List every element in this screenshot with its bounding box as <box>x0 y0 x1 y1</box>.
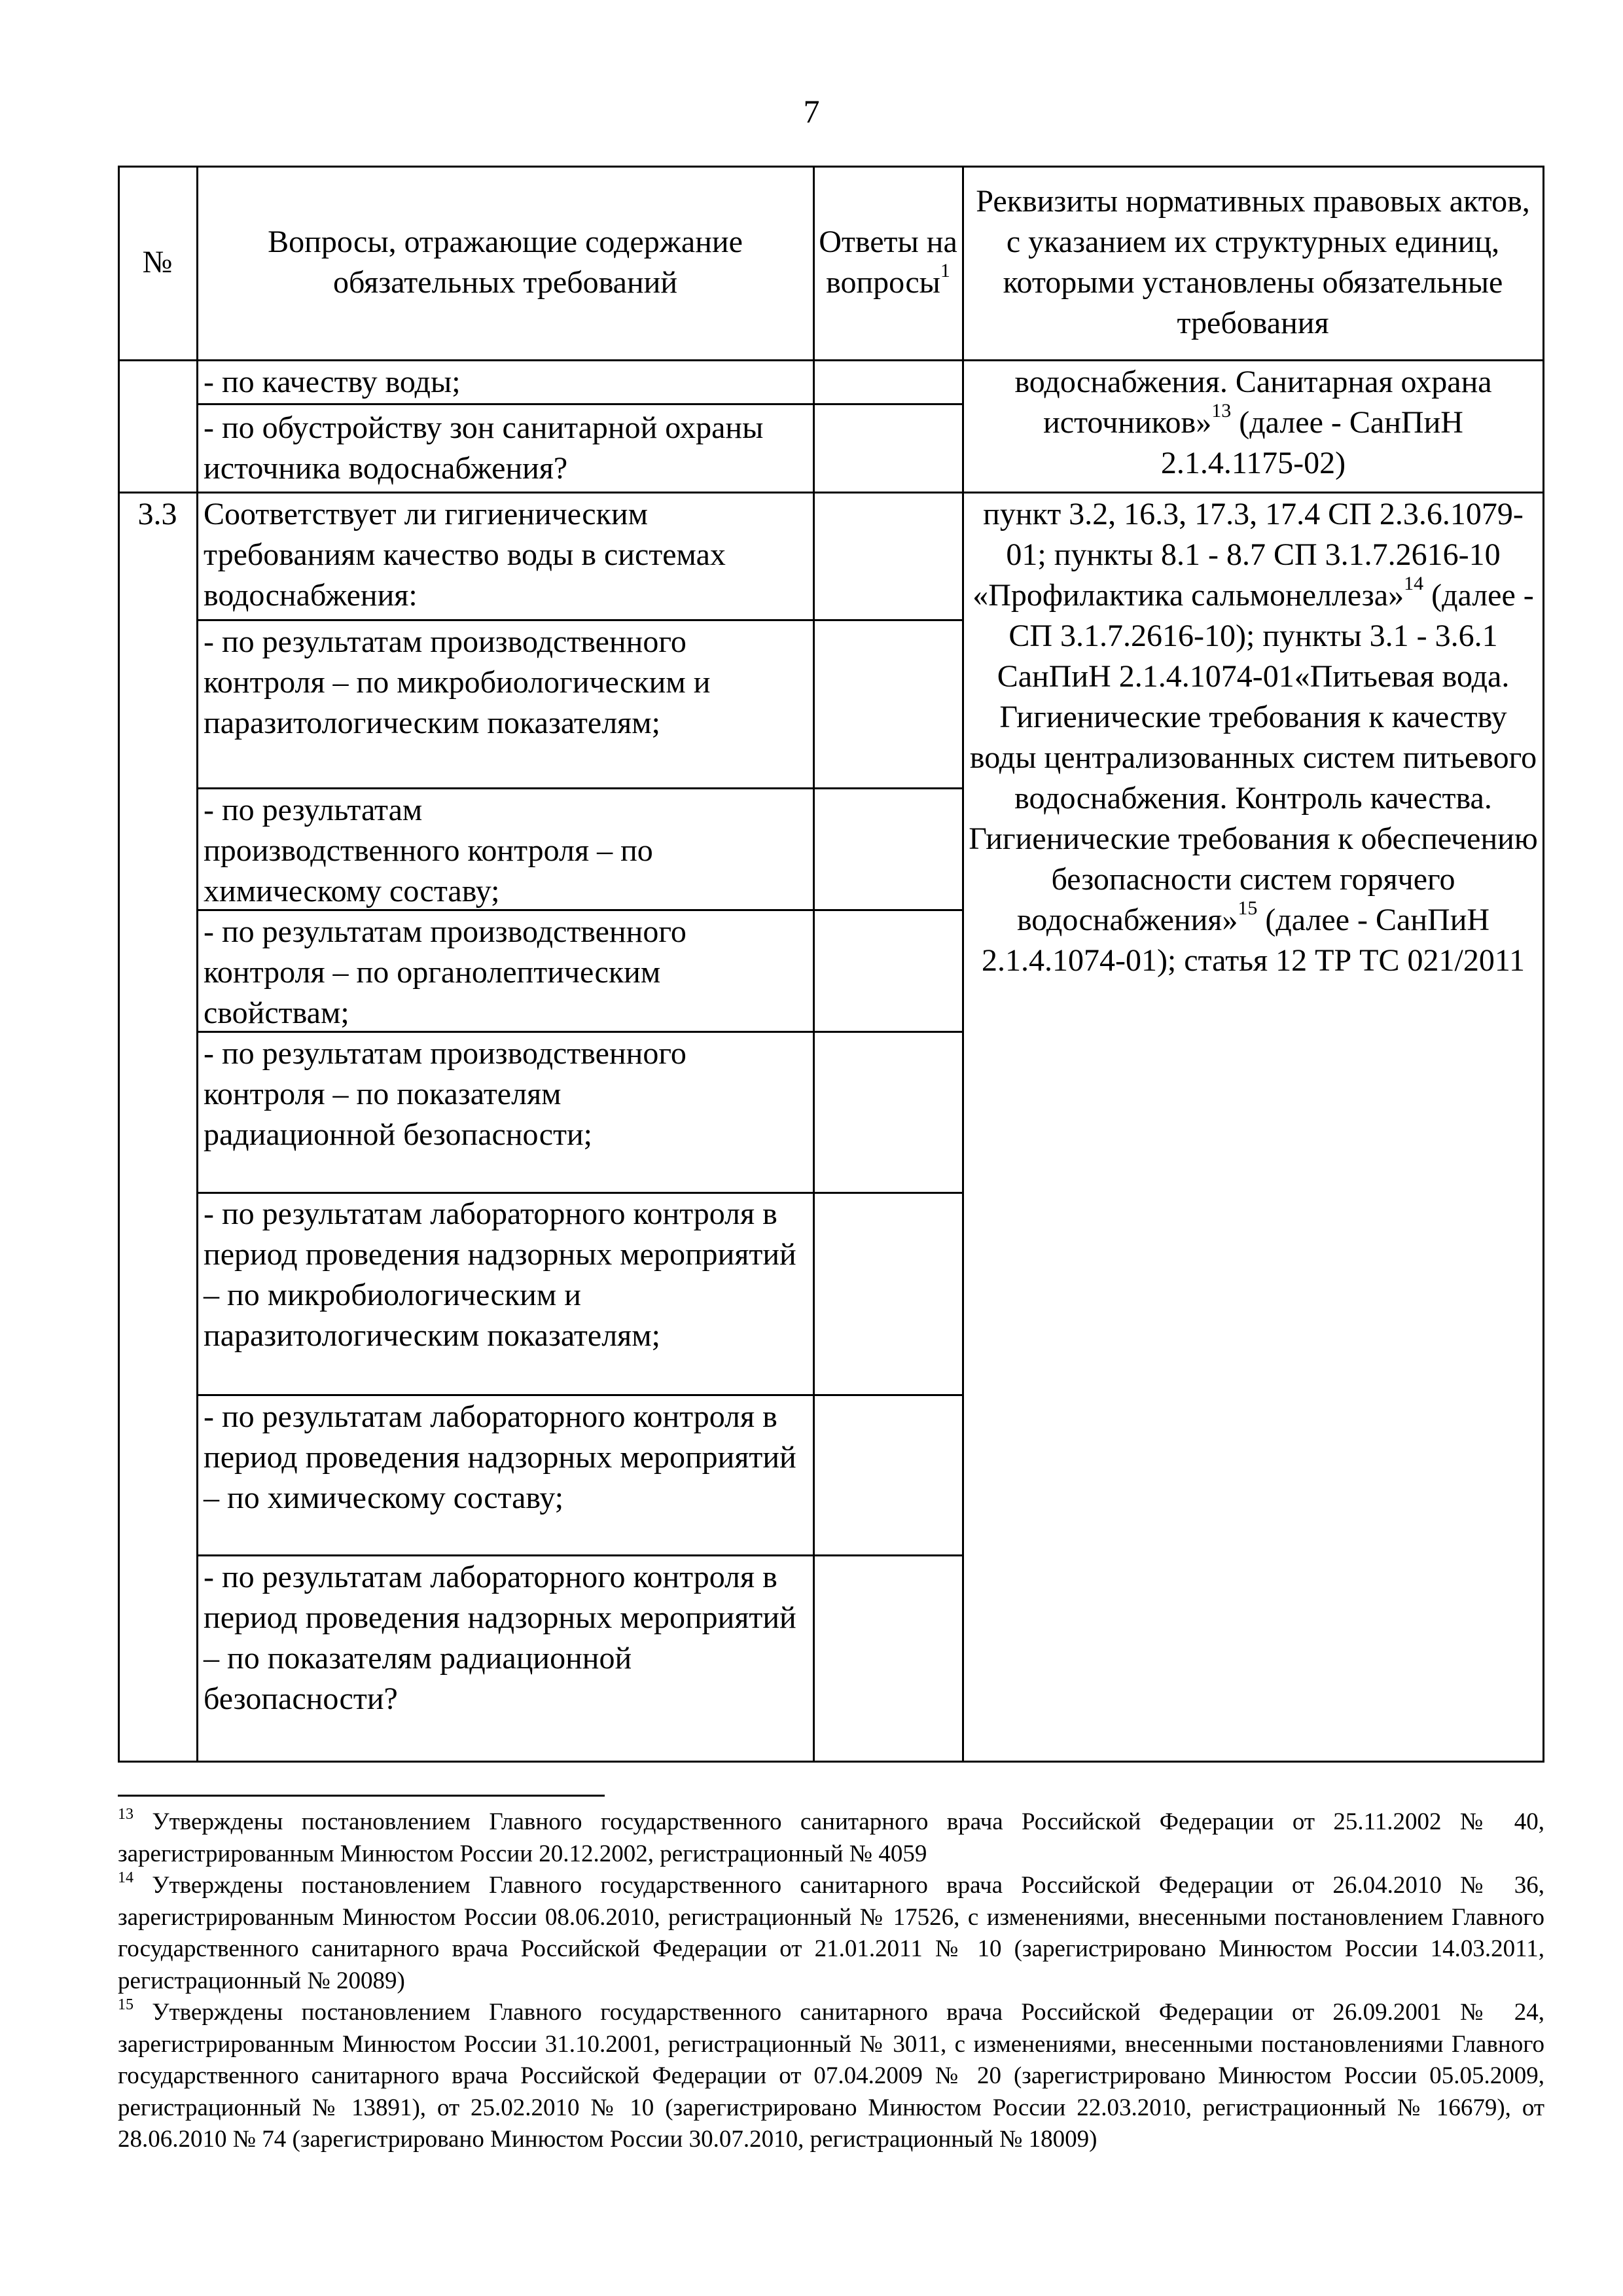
question-sanitary-zones: - по обустройству зон санитарной охраны источника водоснабжения? <box>204 410 764 486</box>
header-questions: Вопросы, отражающие содержание обязательных требований <box>268 224 743 300</box>
requirements-table <box>118 166 1544 1763</box>
row-divider <box>196 403 964 405</box>
question-water-quality: - по качеству воды; <box>204 365 461 399</box>
table-border-right <box>1543 166 1544 1763</box>
question-production-chemical: - по результатам производственного контроля – по химическому составу; <box>204 793 653 908</box>
question-production-radiation: - по результатам производственного контроля – по показателям радиационной безопасности; <box>204 1036 687 1152</box>
question-lab-chemical: - по результатам лабораторного контроля в период проведения надзорных мероприятий – по химическому составу; <box>204 1399 796 1515</box>
block-divider <box>118 492 1544 493</box>
footnote-14: $^{14}$ Утверждены постановлением Главного государственного санитарного врача Российской Федерации от 26.04.2010 № 36, зарегистрированным Минюстом России 08.06.2010, регистрационный № 17526, с изменениями, внесенными постановлением Главного государственного санитарного врача Российской Федерации от 21.01.2011 № 10 (зарегистрировано Минюстом России 14.03.2011, регистрационный № 20089) <box>118 1869 1545 1994</box>
footnotes <box>118 1806 1544 2156</box>
question-lab-micro: - по результатам лабораторного контроля в период проведения надзорных мероприятий – по микробиологическим и паразитологическим показателям; <box>204 1196 796 1353</box>
col-divider-3 <box>962 166 964 1763</box>
question-lab-radiation: - по результатам лабораторного контроля в период проведения надзорных мероприятий – по показателям радиационной безопасности? <box>204 1560 796 1716</box>
table-border-left <box>118 166 120 1763</box>
page-number: 7 <box>803 93 820 130</box>
header-bottom-rule <box>118 359 1544 361</box>
row-divider <box>196 1554 964 1556</box>
header-answers: Ответы на вопросы$^1$ <box>819 224 957 300</box>
question-main-3-3: Соответствует ли гигиеническим требованиям качество воды в системах водоснабжения: <box>204 497 726 613</box>
question-production-micro: - по результатам производственного контроля – по микробиологическим и паразитологическим показателям; <box>204 624 711 740</box>
col-divider-2 <box>813 166 815 1763</box>
header-requisites: Реквизиты нормативных правовых актов, с указанием их структурных единиц, которыми установлены обязательные требования <box>976 184 1530 340</box>
footnote-13: $^{13}$ Утверждены постановлением Главного государственного санитарного врача Российской Федерации от 25.11.2002 № 40, зарегистрированным Минюстом России 20.12.2002, регистрационный № 4059 <box>118 1806 1544 1867</box>
row-divider <box>196 1394 964 1396</box>
row-divider <box>196 787 964 789</box>
footnote-15: $^{15}$ Утверждены постановлением Главного государственного санитарного врача Российской Федерации от 26.09.2001 № 24, зарегистрированным Минюстом России 31.10.2001, регистрационный № 3011, с изменениями, внесенными постановлениями Главного государственного санитарного врача Российской Федерации от 07.04.2009 № 20 (зарегистрировано Минюстом России 05.05.2009, регистрационный № 13891), от 25.02.2010 № 10 (зарегистрировано Минюстом России 22.03.2010, регистрационный № 16679), от 28.06.2010 № 74 (зарегистрировано Минюстом России 30.07.2010, регистрационный № 18009) <box>118 1996 1545 2153</box>
question-production-organoleptic: - по результатам производственного контроля – по органолептическим свойствам; <box>204 914 687 1030</box>
table-border-bottom <box>118 1761 1544 1763</box>
header-num: № <box>142 245 173 279</box>
row-divider <box>196 619 964 621</box>
requisites-block2: пункт 3.2, 16.3, 17.3, 17.4 СП 2.3.6.1079-01; пункты 8.1 - 8.7 СП 3.1.7.2616-10 «Профилактика сальмонеллеза»$^{14}$ (далее - СП 3.1.7.2616-10); пункты 3.1 - 3.6.1 СанПиН 2.1.4.1074-01«Питьевая вода. Гигиенические требования к качеству воды централизованных систем питьевого водоснабжения. Контроль качества. Гигиенические требования к обеспечению безопасности систем горячего водоснабжения»$^{15}$ (далее - СанПиН 2.1.4.1074-01); статья 12 ТР ТС 021/2011 <box>969 497 1538 978</box>
requisites-block1: водоснабжения. Санитарная охрана источников»$^{13}$ (далее - СанПиН 2.1.4.1175-02) <box>1014 365 1492 480</box>
footnote-separator <box>118 1795 605 1797</box>
row-number-3-3: 3.3 <box>137 497 177 531</box>
